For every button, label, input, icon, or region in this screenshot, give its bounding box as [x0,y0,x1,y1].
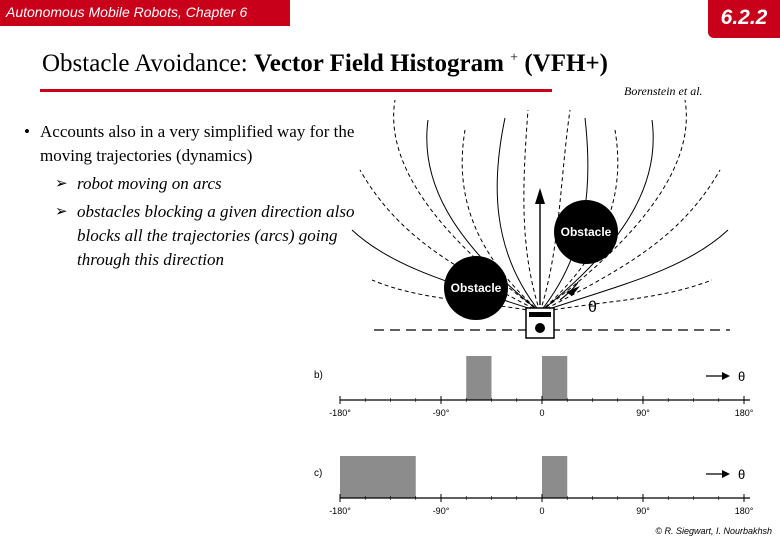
heading-arrow-head-icon [535,188,545,204]
theta-direction-arrow-head-icon [722,470,730,478]
arrow-bullet-icon: ➢ [55,176,68,192]
axis-tick-label: -180° [329,506,351,516]
obstacle-label: Obstacle [450,281,502,295]
axis-tick-label: 90° [636,408,650,418]
figure-credit: Borenstein et al. [624,84,703,98]
blocked-sector-bar [466,356,491,400]
axis-tick-label: 90° [636,506,650,516]
theta-label: θ [588,299,597,316]
title-superscript: + [510,50,519,66]
title-suffix: (VFH+) [518,50,608,77]
histogram-panel-c [314,456,754,516]
blocked-sector-bar [542,356,567,400]
theta-symbol: θ [738,369,746,384]
axis-tick-label: -90° [432,506,450,516]
arrow-bullet-icon: ➢ [55,204,68,220]
panel-label: c) [314,468,323,479]
obstacle-left [444,256,508,320]
bullet-text: Accounts also in a very simplified way for the moving trajectories (dynamics) [40,122,355,165]
axis-tick-label: -180° [329,408,351,418]
course-title: Autonomous Mobile Robots, Chapter 6 [6,4,248,20]
obstacle-right [554,200,618,264]
obstacle-label: Obstacle [560,225,612,239]
axis-tick-label: 0 [539,408,545,418]
title-main: Vector Field Histogram [253,50,504,77]
blocked-sector-bar [340,456,416,498]
theta-direction-arrow-head-icon [722,372,730,380]
axis-tick-label: 180° [734,506,754,516]
subitem-text: obstacles blocking a given direction also blocks all the trajectories (arcs) going through this direction [77,202,355,269]
title-prefix: Obstacle Avoidance: [42,50,254,77]
bullet-dot-icon: • [24,122,30,141]
robot-icon [526,308,554,338]
axis-tick-label: -90° [432,408,450,418]
panel-label: b) [314,370,323,381]
section-number: 6.2.2 [720,6,768,29]
axis-tick-label: 0 [539,506,545,516]
axis-tick-label: 180° [734,408,754,418]
subitem-text: robot moving on arcs [77,174,222,193]
histogram-panel-b [314,356,754,418]
blocked-sector-bar [542,456,567,498]
copyright: © R. Siegwart, I. Nourbakhsh [655,526,772,536]
theta-symbol: θ [738,467,746,482]
